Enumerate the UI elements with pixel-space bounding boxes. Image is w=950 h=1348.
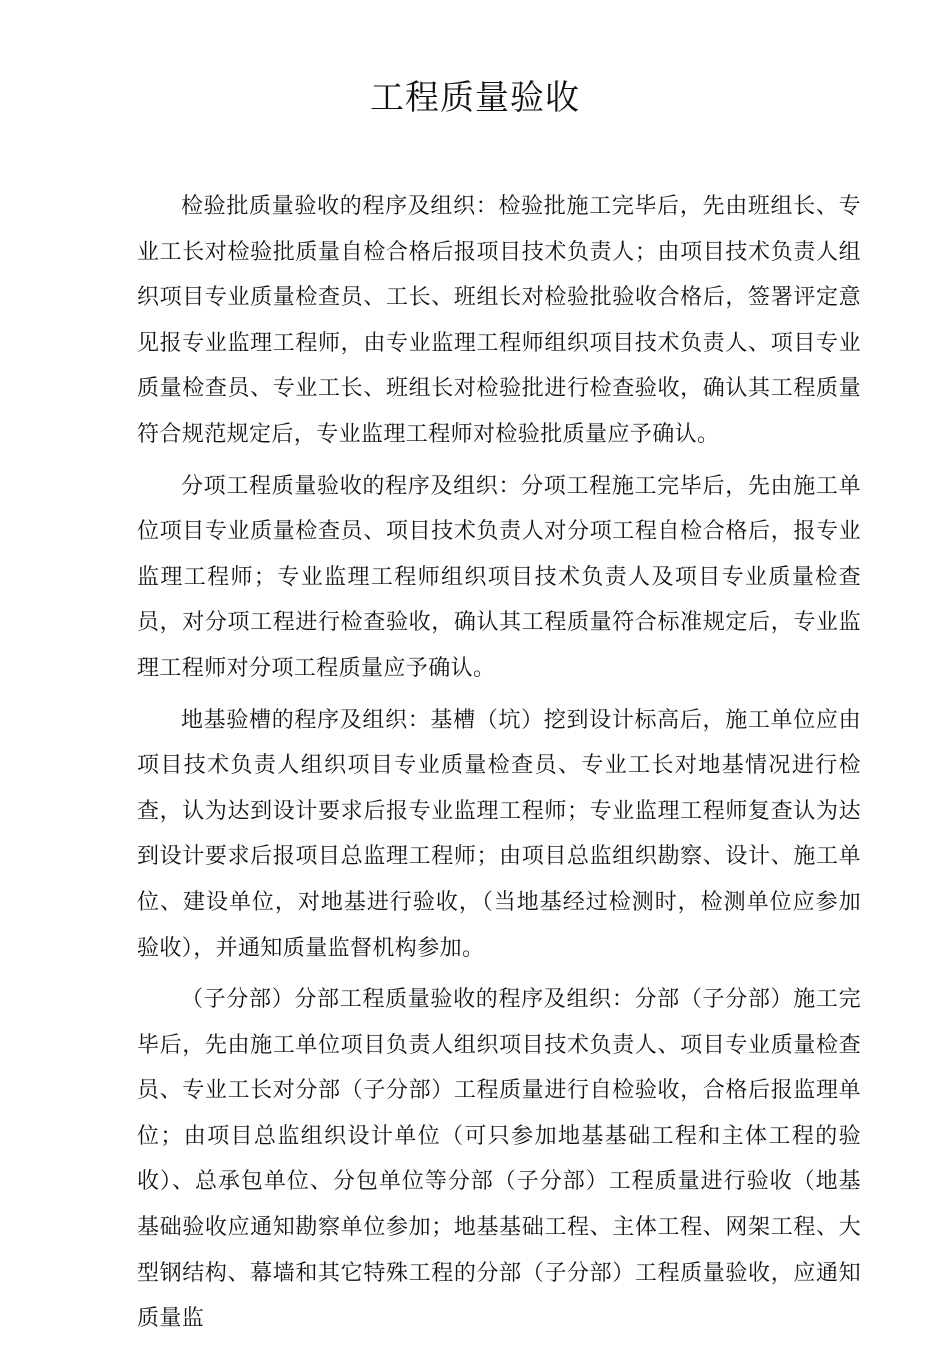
paragraph-sub-item-works: 分项工程质量验收的程序及组织：分项工程施工完毕后，先由施工单位项目专业质量检查员、项目技术负责人对分项工程自检合格后，报专业监理工程师；专业监理工程师组织项目技术负责人及项目专业质量检查员，对分项工程进行检查验收，确认其工程质量符合标准规定后，专业监理工程师对分项工程质量应予确认。 [137, 473, 861, 681]
document-title: 工程质量验收 [370, 78, 580, 118]
document-body [137, 184, 861, 1348]
paragraph-divisional-works: （子分部）分部工程质量验收的程序及组织：分部（子分部）施工完毕后，先由施工单位项目负责人组织项目技术负责人、项目专业质量检查员、专业工长对分部（子分部）工程质量进行自检验收，合格后报监理单位；由项目总监组织设计单位（可只参加地基基础工程和主体工程的验收）、总承包单位、分包单位等分部（子分部）工程质量进行验收（地基基础验收应通知勘察单位参加；地基基础工程、主体工程、网架工程、大型钢结构、幕墙和其它特殊工程的分部（子分部）工程质量验收，应通知质量监 [137, 987, 861, 1332]
paragraph-foundation-trench: 地基验槽的程序及组织：基槽（坑）挖到设计标高后，施工单位应由项目技术负责人组织项目专业质量检查员、专业工长对地基情况进行检查，认为达到设计要求后报专业监理工程师；专业监理工程师复查认为达到设计要求后报项目总监理工程师；由项目总监组织勘察、设计、施工单位、建设单位，对地基进行验收，（当地基经过检测时，检测单位应参加验收），并通知质量监督机构参加。 [137, 707, 861, 961]
paragraph-inspection-lot: 检验批质量验收的程序及组织：检验批施工完毕后，先由班组长、专业工长对检验批质量自检合格后报项目技术负责人；由项目技术负责人组织项目专业质量检查员、工长、班组长对检验批验收合格后，签署评定意见报专业监理工程师，由专业监理工程师组织项目技术负责人、项目专业质量检查员、专业工长、班组长对检验批进行检查验收，确认其工程质量符合规范规定后，专业监理工程师对检验批质量应予确认。 [137, 194, 861, 447]
